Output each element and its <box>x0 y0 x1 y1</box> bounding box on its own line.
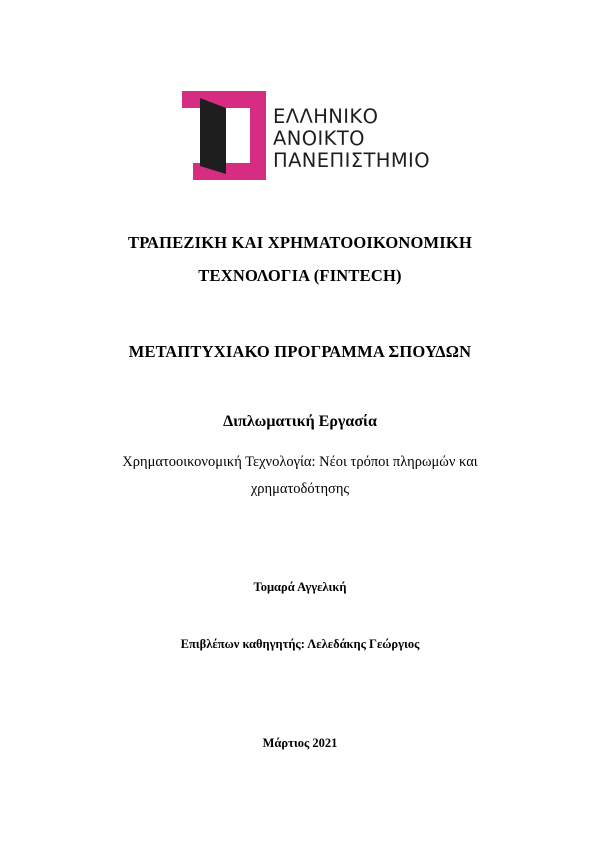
thesis-type: Διπλωματική Εργασία <box>223 413 377 430</box>
logo-door-shape <box>200 98 226 174</box>
university-logo <box>180 88 430 184</box>
logo-line-1: ΕΛΛΗΝΙΚΟ <box>273 105 379 128</box>
program-title-line-1: ΤΡΑΠΕΖΙΚΗ ΚΑΙ ΧΡΗΜΑΤΟΟΙΚΟΝΟΜΙΚΗ <box>127 233 472 252</box>
thesis-title-line-1: Χρηματοοικονομική Τεχνολογία: Νέοι τρόποι πληρωμών και <box>122 454 478 470</box>
author-name: Τομαρά Αγγελική <box>253 580 347 594</box>
submission-date: Μάρτιος 2021 <box>262 736 338 750</box>
logo-line-3: ΠΑΝΕΠΙΣΤΗΜΙΟ <box>273 149 430 172</box>
program-title-line-2: ΤΕΧΝΟΛΟΓΙΑ (FINTECH) <box>198 266 402 285</box>
thesis-title-line-2: χρηματοδότησης <box>250 481 350 497</box>
logo-mark-icon <box>180 88 270 184</box>
supervisor-line: Επιβλέπων καθηγητής: Λελεδάκης Γεώργιος <box>180 637 420 651</box>
degree-title: ΜΕΤΑΠΤΥΧΙΑΚΟ ΠΡΟΓΡΑΜΜΑ ΣΠΟΥΔΩΝ <box>128 342 472 361</box>
logo-line-2: ΑΝΟΙΚΤΟ <box>273 127 365 150</box>
logo-wordmark <box>273 106 430 172</box>
